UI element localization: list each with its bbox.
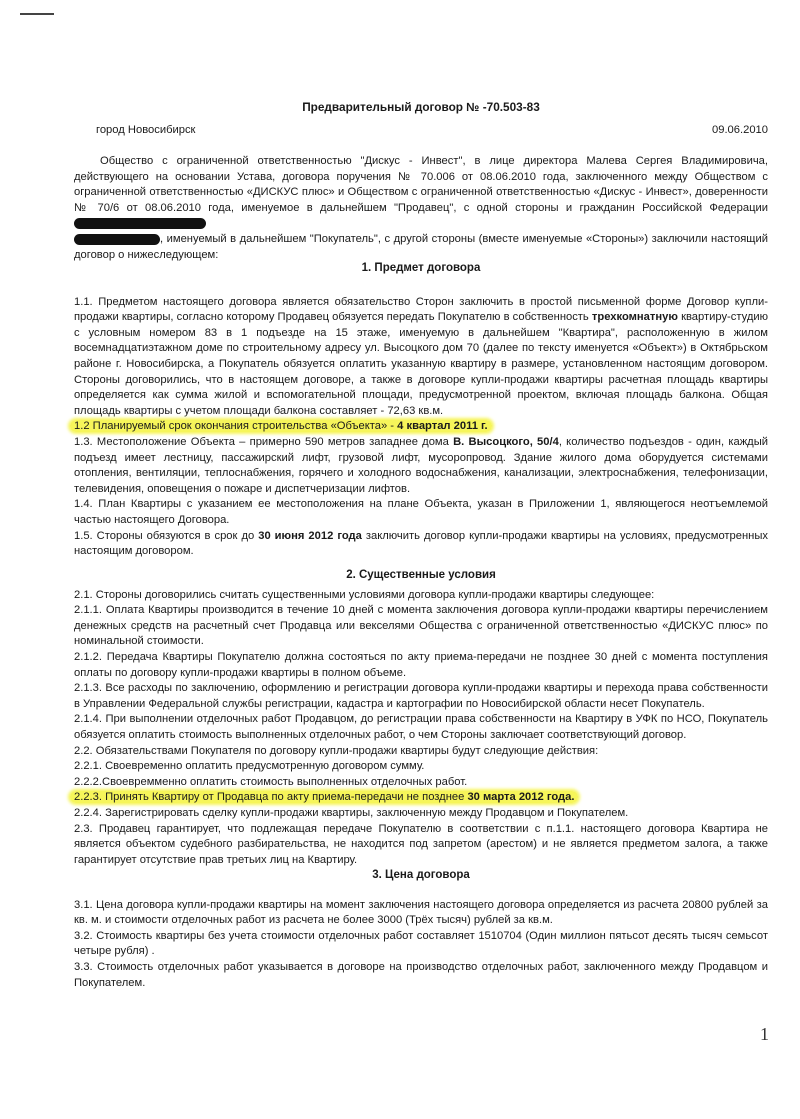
document-date: 09.06.2010 xyxy=(712,124,768,136)
clause-2-3: 2.3. Продавец гарантирует, что подлежащая передаче Покупателю в соответствии с п.1.1. настоящего договора Квартира не является объектом судебного разбирательства, не находится под запретом (арестом) и не является предметом залога, а также гарантирует отсутствие прав третьих лиц на Квартиру. xyxy=(74,822,768,866)
redaction-block xyxy=(74,218,206,229)
clause-2-1-1: 2.1.1. Оплата Квартиры производится в течение 10 дней с момента заключения договора купли-продажи квартиры перечислением денежных средств на расчетный счет Продавца или векселями Общества с ограниченной ответственностью «ДИСКУС плюс» по номинальной стоимости. xyxy=(74,604,768,648)
clause-2-2-1: 2.2.1. Своевременно оплатить предусмотренную договором сумму. xyxy=(74,760,425,773)
clause-2-1-4: 2.1.4. При выполнении отделочных работ Продавцом, до регистрации права собственности на Квартиру в УФК по НСО, Покупатель обязуется оплатить стоимость выполненных отделочных работ, о чем Стороны заключает соответствующий договор. xyxy=(74,713,768,741)
section-heading: 1. Предмет договора xyxy=(361,262,481,274)
clause-2-1: 2.1. Стороны договорились считать существенными условиями договора купли-продажи квартиры следующее: xyxy=(74,588,655,601)
clause-3-2: 3.2. Стоимость квартиры без учета стоимости отделочных работ составляет 1510704 (Один миллион пятьсот десять тысяч семьсот четыре рубля) . xyxy=(74,929,768,958)
clause-bold-text: 30 марта 2012 года. xyxy=(467,791,575,804)
section-heading: 3. Цена договора xyxy=(372,869,470,881)
redaction-block xyxy=(74,234,160,245)
highlighted-text xyxy=(70,420,492,432)
clause-2-2-4: 2.2.4. Зарегистрировать сделку купли-продажи квартиры, заключенную между Продавцом и Покупателем. xyxy=(74,806,629,819)
preamble-paragraph xyxy=(74,154,768,263)
pen-mark xyxy=(20,13,54,15)
clause-bold-text: В. Высоцкого, 50/4 xyxy=(453,435,559,448)
clause-1-4: 1.4. План Квартиры с указанием ее местоположения на плане Объекта, указан в Приложении 1, являющегося неотъемлемой частью настоящего Договора. xyxy=(74,498,768,526)
clause-text: 1.1. Предметом настоящего договора является обязательство Сторон заключить в простой письменной форме Договор купли-продажи квартиры, согласно которому Продавец обязуется передать Покупателю в собственность xyxy=(74,295,768,324)
clause-text: , количество подъездов - один, каждый подъезд имеет лестницу, пассажирский лифт, грузовой лифт, мусоропровод. Здание жилого дома оборудуется системами отопления, вентиляции, теплоснабжения, горячего и холодного водоснабжения, канализации, электроснабжения, телефонизации, телевидения, оповещения о пожаре и диспетчеризации лифтов. xyxy=(74,435,768,495)
preamble xyxy=(74,154,768,263)
clause-1-1 xyxy=(74,295,768,420)
clause-1-2 xyxy=(74,419,768,435)
preamble-text-1: Общество с ограниченной ответственностью "Дискус - Инвест", в лице директора Малева Сергея Владимировича, действующего на основании Устава, договора поручения № 70.006 от 08.06.2010 года, заключенного между Обществом с ограниченной ответственностью «ДИСКУС плюс» и Обществом с ограниченной ответственностью «Дискус - Инвест», доверенности № 70/6 от 08.06.2010 года, именуемое в дальнейшем "Продавец", с одной стороны и гражданин Российской Федерации xyxy=(74,155,768,214)
section-heading: 2. Существенные условия xyxy=(346,569,496,581)
clause-2-2: 2.2. Обязательствами Покупателя по договору купли-продажи квартиры будут следующие действия: xyxy=(74,744,599,757)
clause-1-3 xyxy=(74,435,768,497)
clause-bold-text: 30 июня 2012 года xyxy=(258,529,362,542)
clause-3-3: 3.3. Стоимость отделочных работ указывается в договоре на производство отделочных работ, заключенного между Продавцом и Покупателем. xyxy=(74,960,768,989)
document-title: Предварительный договор № -70.503-83 xyxy=(302,100,540,114)
preamble-text-2: , именуемый в дальнейшем "Покупатель", с другой стороны (вместе именуемые «Стороны») заключили настоящий договор о нижеследующем: xyxy=(74,232,768,261)
clause-2-1-3: 2.1.3. Все расходы по заключению, оформлению и регистрации договора купли-продажи квартиры и перехода права собственности в Управлении Федеральной службы регистрации, кадастра и картографии по Новосибирской области несет Покупатель. xyxy=(74,682,768,710)
clause-text: квартиру-студию с условным номером 83 в 1 подъезде на 15 этаже, именуемую в дальнейшем "Квартира", расположенную в жилом восемнадцатиэтажном доме по строительному адресу ул. Высоцкого дом 70 (далее по тексту именуется «Объект») в Октябрьском районе г. Новосибирска, а Покупатель обязуется оплатить указанную квартиру в размере, установленном настоящим договором. Стороны договорились, что в настоящем договоре, а также в договоре купли-продажи квартиры расчетная площадь квартиры определяется как сумма жилой и вспомогательной площади, предусмотренной проектом, включая площадь балкона. Общая площадь квартиры с учетом площади балкона составляет - 72,63 кв.м. xyxy=(74,311,768,417)
section-2 xyxy=(74,568,768,868)
section-3 xyxy=(74,868,768,991)
city: город Новосибирск xyxy=(96,124,196,136)
clause-2-2-3 xyxy=(74,790,768,806)
clause-bold-text: трехкомнатную xyxy=(591,311,678,324)
clause-text: 2.2.3. Принять Квартиру от Продавца по акту приема-передачи не позднее xyxy=(74,791,468,804)
clause-text: 1.3. Местоположение Объекта – примерно 590 метров западнее дома xyxy=(74,435,454,448)
highlighted-text xyxy=(70,791,578,803)
clause-2-2-2: 2.2.2.Своевремменно оплатить стоимость выполненных отделочных работ. xyxy=(74,775,468,788)
clause-bold-text: 4 квартал 2011 г. xyxy=(397,420,488,433)
clause-text: 1.5. Стороны обязуются в срок до xyxy=(74,529,259,542)
clause-2-1-2: 2.1.2. Передача Квартиры Покупателю должна состояться по акту приема-передачи не позднее 30 дней с момента поступления оплаты по договору купли-продажи квартиры в полном объеме. xyxy=(74,650,768,679)
page-number: 1 xyxy=(760,1024,769,1044)
clause-1-5 xyxy=(74,529,768,560)
clause-text: заключить договор купли-продажи квартиры на условиях, предусмотренных настоящим договором. xyxy=(74,529,768,558)
section-1 xyxy=(74,261,768,560)
clause-text: 1.2 Планируемый срок окончания строительства «Объекта» - xyxy=(74,420,398,433)
clause-3-1: 3.1. Цена договора купли-продажи квартиры на момент заключения настоящего договора определяется из расчета 20800 рублей за кв. м. и стоимости отделочных работ из расчета не более 3000 (Трёх тысяч) рублей за кв.м. xyxy=(74,898,768,927)
